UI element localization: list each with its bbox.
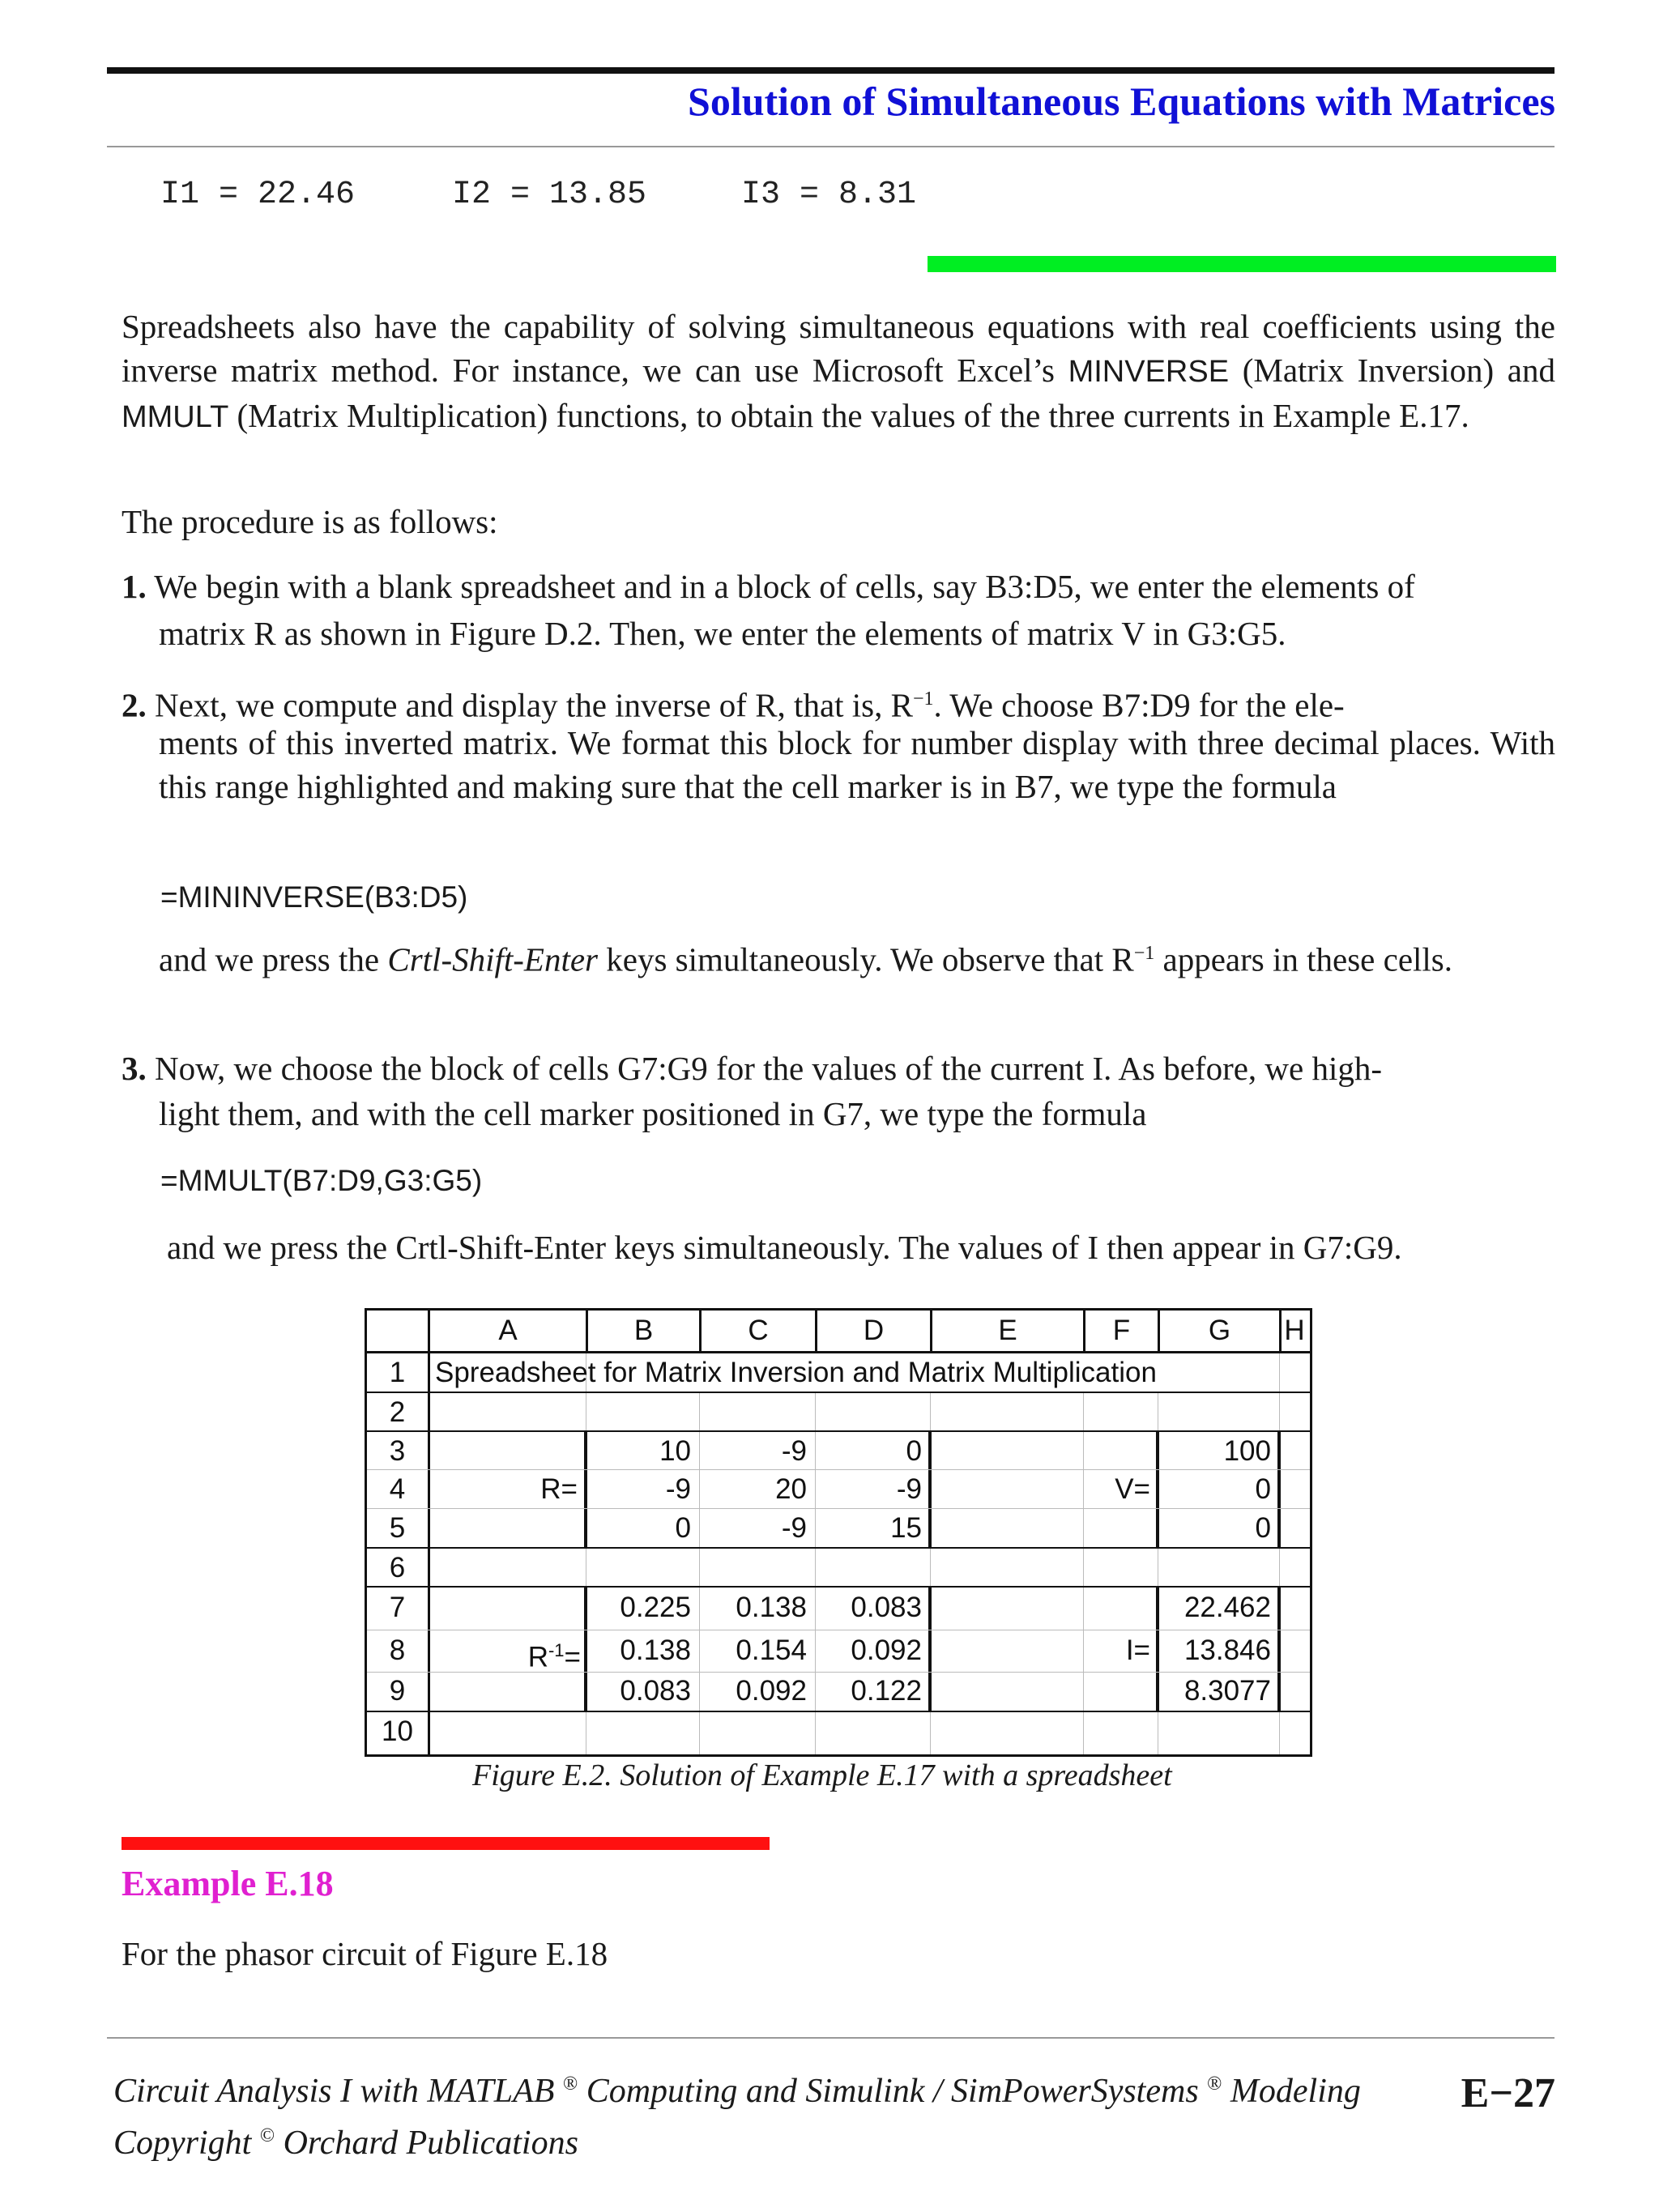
step-3-cont: light them, and with the cell marker positioned in G7, we type the formula [159, 1095, 1147, 1132]
row-header-10: 10 [382, 1715, 413, 1747]
row-header-8: 8 [389, 1634, 406, 1666]
step-3: 3. Now, we choose the block of cells G7:G9 for the values of the current I. As before, we high- [122, 1050, 1383, 1087]
rinv-cell: 0.083 [620, 1675, 691, 1707]
footer-book-title: Circuit Analysis I with MATLAB ® Computing and Simulink / SimPowerSystems ® Modeling [113, 2073, 1361, 2110]
step-2-cont: ments of this inverted matrix. We format this block for number display with three decimal places. With this range highlighted and making sure that the cell marker is in B7, we type the formula [159, 724, 1555, 805]
col-header-a: A [498, 1315, 518, 1346]
formula-mmult: =MMULT(B7:D9,G3:G5) [160, 1164, 483, 1197]
example-title: Example E.18 [122, 1864, 334, 1903]
row-header-9: 9 [389, 1675, 406, 1707]
v-cell: 100 [1223, 1435, 1271, 1467]
rinv-cell: 0.154 [736, 1634, 807, 1666]
procedure-intro: The procedure is as follows: [122, 503, 498, 540]
minverse-function: MINVERSE [1068, 355, 1230, 389]
col-header-c: C [748, 1315, 769, 1346]
v-label: V= [1115, 1473, 1150, 1505]
row-header-1: 1 [389, 1357, 406, 1388]
rinv-cell: 0.138 [620, 1634, 691, 1666]
i-cell: 8.3077 [1183, 1675, 1271, 1707]
rinv-cell: 0.092 [851, 1634, 922, 1666]
result-i2: I2 = 13.85 [452, 177, 647, 213]
figure-caption: Figure E.2. Solution of Example E.17 with a spreadsheet [472, 1758, 1172, 1792]
v-cell: 0 [1255, 1512, 1271, 1544]
r-cell: 0 [906, 1435, 922, 1467]
col-header-h: H [1284, 1315, 1305, 1346]
formula-minverse: =MININVERSE(B3:D5) [160, 880, 468, 914]
green-marker-bar [928, 256, 1556, 272]
col-header-e: E [998, 1315, 1017, 1346]
col-header-d: D [863, 1315, 885, 1346]
r-cell: -9 [665, 1473, 691, 1505]
row-header-2: 2 [389, 1396, 406, 1428]
step-2-note: and we press the Crtl-Shift-Enter keys simultaneously. We observe that $R^{-1}$ appears in these cells. [159, 940, 1452, 978]
row-header-4: 4 [389, 1473, 406, 1505]
page-title: Solution of Simultaneous Equations with Matrices [688, 79, 1555, 124]
row-header-6: 6 [389, 1552, 406, 1583]
col-header-g: G [1208, 1315, 1231, 1346]
r-label: R= [540, 1473, 578, 1505]
r-cell: 0 [675, 1512, 691, 1544]
step-2: 2. Next, we compute and display the inverse of R, that is, $R^{-1}$. We choose B7:D9 for the ele- [122, 686, 1345, 724]
rinv-label: $R^{-1}=$ [527, 1640, 581, 1673]
footer-divider [107, 2037, 1555, 2039]
step-3-note: and we press the Crtl-Shift-Enter keys simultaneously. The values of I then appear in G7:G9. [167, 1229, 1402, 1266]
footer-copyright: Copyright © Orchard Publications [113, 2125, 578, 2162]
rinv-cell: 0.138 [736, 1592, 807, 1623]
row-header-7: 7 [389, 1592, 406, 1623]
step-1-cont: matrix R as shown in Figure D.2. Then, we enter the elements of matrix V in G3:G5. [159, 615, 1286, 652]
step-1: 1. We begin with a blank spreadsheet and in a block of cells, say B3:D5, we enter the elements of [122, 568, 1415, 605]
col-header-f: F [1112, 1315, 1131, 1346]
i-cell: 22.462 [1183, 1592, 1271, 1623]
col-header-b: B [633, 1315, 654, 1346]
i-label: I= [1125, 1634, 1150, 1666]
red-marker-bar [122, 1837, 770, 1850]
rinv-cell: 0.122 [851, 1675, 922, 1707]
rinv-cell: 0.092 [736, 1675, 807, 1707]
example-text: For the phasor circuit of Figure E.18 [122, 1935, 608, 1972]
intro-paragraph: Spreadsheets also have the capability of solving simultaneous equations with real coefficients using the inverse matrix method. For instance, we can use Microsoft Excel’s MINVERSE (Matrix Inversion) and MMULT (Matrix Multiplication) functions, to obtain the values of the three currents in Example E.17. [122, 308, 1556, 434]
r-cell: -9 [896, 1473, 922, 1505]
result-i1: I1 = 22.46 [160, 177, 356, 213]
rinv-cell: 0.083 [851, 1592, 922, 1623]
sheet-title: Spreadsheet for Matrix Inversion and Matrix Multiplication [435, 1357, 1157, 1388]
result-i3: I3 = 8.31 [741, 177, 917, 213]
mmult-function: MMULT [122, 400, 229, 434]
header-divider [107, 146, 1555, 147]
i-cell: 13.846 [1183, 1634, 1271, 1666]
v-cell: 0 [1255, 1473, 1271, 1505]
header-rule [107, 67, 1555, 74]
r-cell: 20 [775, 1473, 807, 1505]
row-header-5: 5 [389, 1512, 406, 1544]
r-cell: -9 [781, 1512, 807, 1544]
rinv-cell: 0.225 [620, 1592, 691, 1623]
r-cell: 15 [890, 1512, 922, 1544]
spreadsheet-figure [365, 1308, 1312, 1757]
r-cell: 10 [659, 1435, 691, 1467]
row-header-3: 3 [389, 1435, 406, 1467]
r-cell: -9 [781, 1435, 807, 1467]
page-number: E−27 [1461, 2070, 1555, 2116]
